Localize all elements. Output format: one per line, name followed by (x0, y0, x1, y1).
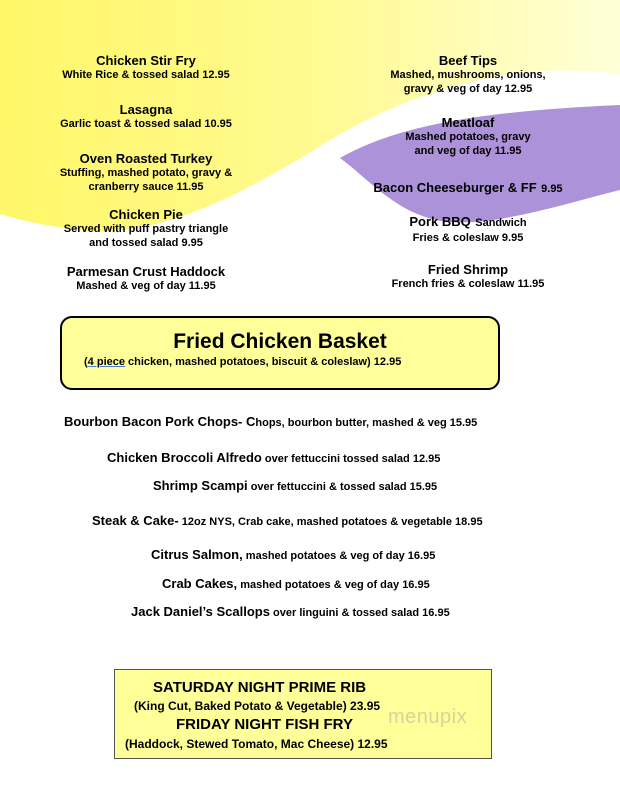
item-name-suffix: Sandwich (475, 217, 527, 229)
entree-name: Shrimp Scampi (153, 478, 248, 493)
item-name: Beef Tips (438, 53, 498, 68)
item-name: Fried Shrimp (427, 262, 509, 277)
item-desc: Served with puff pastry triangle (63, 223, 229, 235)
menu-item-fried-shrimp (318, 262, 618, 291)
entree-desc: mashed potatoes & veg of day 16.95 (242, 550, 436, 562)
menu-item-beef-tips (318, 53, 618, 96)
menu-item-meatloaf (318, 115, 618, 158)
item-desc: Stuffing, mashed potato, gravy & (59, 167, 233, 179)
item-desc: cranberry sauce 11.95 (88, 181, 204, 193)
item-desc: Mashed potatoes, gravy (405, 131, 531, 143)
entree-desc: hops, bourbon butter, mashed & veg 15.95 (255, 417, 478, 429)
entree-name: Citrus Salmon, (151, 547, 243, 562)
item-desc: and tossed salad 9.95 (89, 237, 203, 249)
entree-desc: over linguini & tossed salad 16.95 (269, 607, 450, 619)
entree-chicken-broccoli-alfredo (107, 449, 440, 467)
item-price: 9.95 (541, 183, 563, 195)
menu-item-parmesan-crust-haddock (0, 264, 292, 293)
saturday-special-title: SATURDAY NIGHT PRIME RIB (153, 679, 367, 696)
entree-name: Bourbon Bacon Pork Chops- C (64, 414, 256, 429)
menu-item-lasagna (0, 102, 292, 131)
entree-bourbon-bacon-pork-chops (64, 413, 477, 431)
item-name: Pork BBQ (409, 214, 471, 229)
entree-desc: over fettuccini & tossed salad 15.95 (247, 481, 438, 493)
menu-item-chicken-stir-fry (0, 53, 292, 82)
entree-steak-and-cake (92, 512, 483, 530)
item-name: Bacon Cheeseburger & FF (373, 180, 537, 195)
saturday-special-desc: (King Cut, Baked Potato & Vegetable) 23.95 (134, 699, 381, 713)
item-desc: Fries & coleslaw 9.95 (412, 232, 524, 244)
entree-citrus-salmon (151, 546, 435, 564)
item-desc: Mashed & veg of day 11.95 (76, 280, 216, 292)
entree-desc: 12oz NYS, Crab cake, mashed potatoes & vegetable 18.95 (178, 516, 483, 528)
friday-special-desc: (Haddock, Stewed Tomato, Mac Cheese) 12.95 (125, 737, 388, 751)
menupix-watermark: menupix (388, 706, 468, 728)
entree-jack-daniels-scallops (131, 603, 450, 621)
entree-name: Jack Daniel’s Scallops (131, 604, 270, 619)
friday-special-title: FRIDAY NIGHT FISH FRY (176, 716, 353, 733)
item-desc: French fries & coleslaw 11.95 (391, 278, 545, 290)
entree-desc: mashed potatoes & veg of day 16.95 (237, 579, 430, 591)
entree-crab-cakes (162, 575, 430, 593)
basket-open-paren: ( (84, 356, 88, 368)
item-name: Chicken Stir Fry (96, 53, 196, 68)
item-desc: gravy & veg of day 12.95 (403, 83, 533, 95)
entree-name: Steak & Cake- (92, 513, 179, 528)
entree-name: Crab Cakes, (162, 576, 238, 591)
fried-chicken-basket-box (60, 316, 500, 390)
menu-item-chicken-pie (0, 207, 292, 250)
entree-name: Chicken Broccoli Alfredo (107, 450, 262, 465)
basket-desc-rest: chicken, mashed potatoes, biscuit & coleslaw) 12.95 (124, 356, 402, 368)
item-name: Lasagna (119, 102, 173, 117)
menu-item-bacon-cheeseburger (318, 179, 618, 197)
menu-item-oven-roasted-turkey (0, 151, 292, 194)
menu-item-pork-bbq (318, 213, 618, 245)
basket-piece-count: 4 piece (87, 356, 125, 368)
item-name: Meatloaf (441, 115, 495, 130)
item-desc: and veg of day 11.95 (414, 145, 522, 157)
basket-title: Fried Chicken Basket (173, 330, 387, 353)
basket-desc (84, 356, 401, 368)
item-desc: Garlic toast & tossed salad 10.95 (60, 118, 232, 130)
item-desc: Mashed, mushrooms, onions, (390, 69, 546, 81)
entree-desc: over fettuccini tossed salad 12.95 (261, 453, 441, 465)
item-name: Chicken Pie (109, 207, 183, 222)
item-desc: White Rice & tossed salad 12.95 (62, 69, 230, 81)
item-name: Parmesan Crust Haddock (66, 264, 226, 279)
entree-shrimp-scampi (153, 477, 437, 495)
item-name: Oven Roasted Turkey (79, 151, 213, 166)
